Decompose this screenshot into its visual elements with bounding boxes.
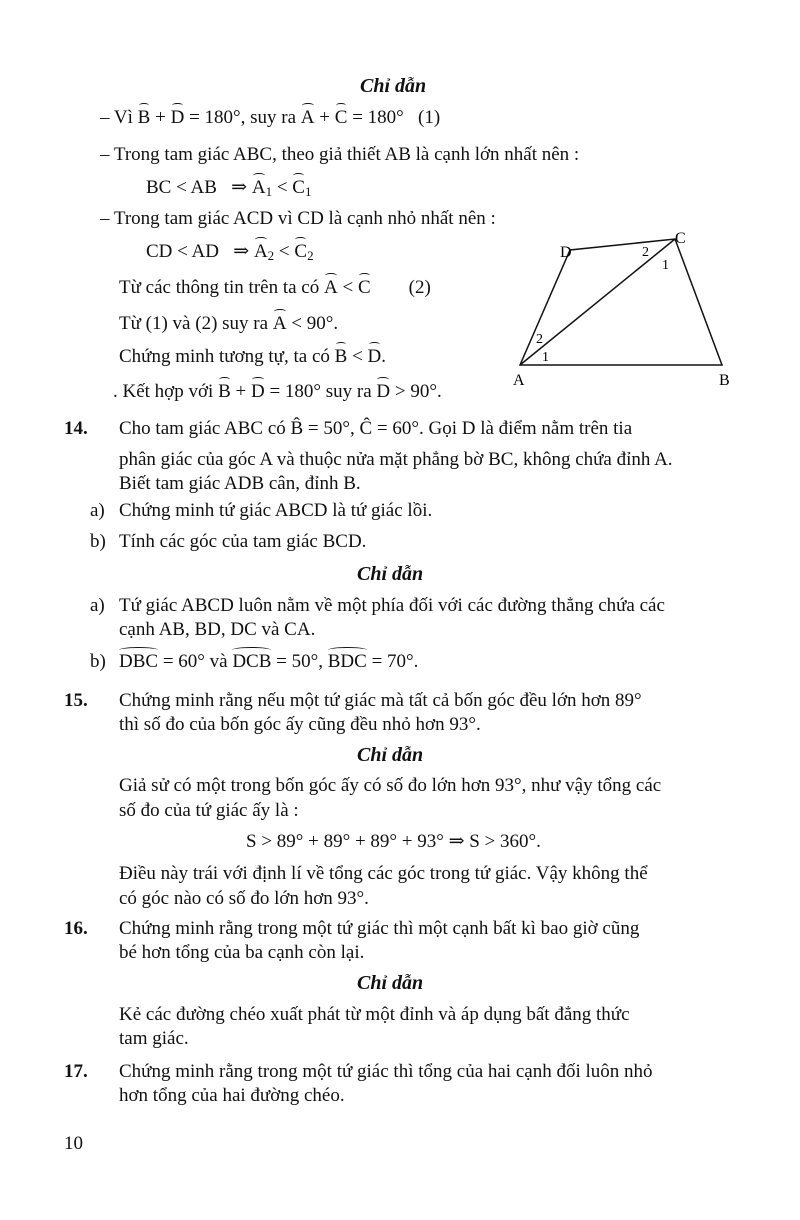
quadrilateral-figure (505, 225, 745, 395)
problem-14-line-1: Cho tam giác ABC có B̂ = 50°, Ĉ = 60°. Gọi D là điểm nằm trên tia (119, 418, 633, 439)
problem-16-number: 16. (64, 918, 88, 939)
problem-14-hint-b-label: b) (90, 651, 106, 672)
problem-15-hint-heading: Chỉ dẫn (357, 744, 424, 766)
hint-line-3: BC < AB ⇒ $A_1 < C_1$ (146, 177, 312, 199)
problem-14-b-text: Tính các góc của tam giác BCD. (119, 531, 367, 552)
problem-15-hint-line-5: có góc nào có số đo lớn hơn 93°. (119, 888, 369, 909)
hint-line-4: – Trong tam giác ACD vì CD là cạnh nhỏ nhất nên : (100, 208, 496, 229)
problem-16-hint-line-2: tam giác. (119, 1028, 189, 1049)
problem-14-hint-a-label: a) (90, 595, 105, 616)
problem-15-line-2: thì số đo của bốn góc ấy cũng đều nhỏ hơn 93°. (119, 714, 481, 735)
problem-16-line-1: Chứng minh rằng trong một tứ giác thì một cạnh bất kì bao giờ cũng (119, 918, 640, 939)
angle-c2-mark: 2 (642, 245, 649, 260)
problem-15-line-1: Chứng minh rằng nếu một tứ giác mà tất cả bốn góc đều lớn hơn 89° (119, 690, 642, 711)
problem-16-line-2: bé hơn tổng của ba cạnh còn lại. (119, 942, 365, 963)
hint-heading: Chỉ dẫn (360, 75, 427, 97)
problem-14-b-label: b) (90, 531, 106, 552)
problem-14-a-text: Chứng minh tứ giác ABCD là tứ giác lồi. (119, 500, 433, 521)
angle-a1-mark: 1 (542, 350, 549, 365)
problem-15-number: 15. (64, 690, 88, 711)
problem-14-line-3: Biết tam giác ADB cân, đỉnh B. (119, 473, 361, 494)
hint-line-9: . Kết hợp với B + D = 180° suy ra D > 90°. (113, 381, 442, 402)
problem-14-hint-heading: Chỉ dẫn (357, 563, 424, 585)
angle-c1-mark: 1 (662, 258, 669, 273)
vertex-c-label: C (675, 230, 686, 247)
problem-16-hint-line-1: Kẻ các đường chéo xuất phát từ một đỉnh và áp dụng bất đẳng thức (119, 1004, 630, 1025)
problem-17-line-2: hơn tổng của hai đường chéo. (119, 1085, 345, 1106)
hint-line-6: Từ các thông tin trên ta có A < C (2) (119, 277, 431, 298)
hint-line-7: Từ (1) và (2) suy ra A < 90°. (119, 313, 339, 334)
diagonal-ac (520, 239, 675, 365)
problem-14-hint-b-text: DBC = 60° và DCB = 50°, BDC = 70°. (119, 651, 419, 672)
quadrilateral-abcd (520, 239, 722, 365)
problem-14-hint-a-line-1: Tứ giác ABCD luôn nằm về một phía đối với các đường thẳng chứa các (119, 595, 665, 616)
hint-line-2: – Trong tam giác ABC, theo giả thiết AB là cạnh lớn nhất nên : (100, 144, 580, 165)
problem-15-hint-line-1: Giả sử có một trong bốn góc ấy có số đo lớn hơn 93°, như vậy tổng các (119, 775, 662, 796)
problem-14-hint-a-line-2: cạnh AB, BD, DC và CA. (119, 619, 316, 640)
hint-line-1: – Vì B + D = 180°, suy ra A + C = 180° (1) (100, 107, 441, 128)
problem-15-hint-formula: S > 89° + 89° + 89° + 93° ⇒ S > 360°. (246, 831, 541, 852)
page-number: 10 (64, 1133, 83, 1154)
vertex-d-label: D (560, 244, 572, 261)
hint-line-8: Chứng minh tương tự, ta có B < D. (119, 346, 387, 367)
problem-17-line-1: Chứng minh rằng trong một tứ giác thì tổng của hai cạnh đối luôn nhỏ (119, 1061, 653, 1082)
angle-a2-mark: 2 (536, 332, 543, 347)
problem-15-hint-line-4: Điều này trái với định lí về tổng các góc trong tứ giác. Vậy không thể (119, 863, 648, 884)
problem-17-number: 17. (64, 1061, 88, 1082)
vertex-b-label: B (719, 372, 730, 389)
problem-14-number: 14. (64, 418, 88, 439)
problem-14-line-2: phân giác của góc A và thuộc nửa mặt phẳng bờ BC, không chứa đỉnh A. (119, 449, 673, 470)
problem-15-hint-line-2: số đo của tứ giác ấy là : (119, 800, 299, 821)
problem-16-hint-heading: Chỉ dẫn (357, 972, 424, 994)
problem-14-a-label: a) (90, 500, 105, 521)
vertex-a-label: A (513, 372, 525, 389)
hint-line-5: CD < AD ⇒ $A_2 < C_2$ (146, 241, 314, 263)
